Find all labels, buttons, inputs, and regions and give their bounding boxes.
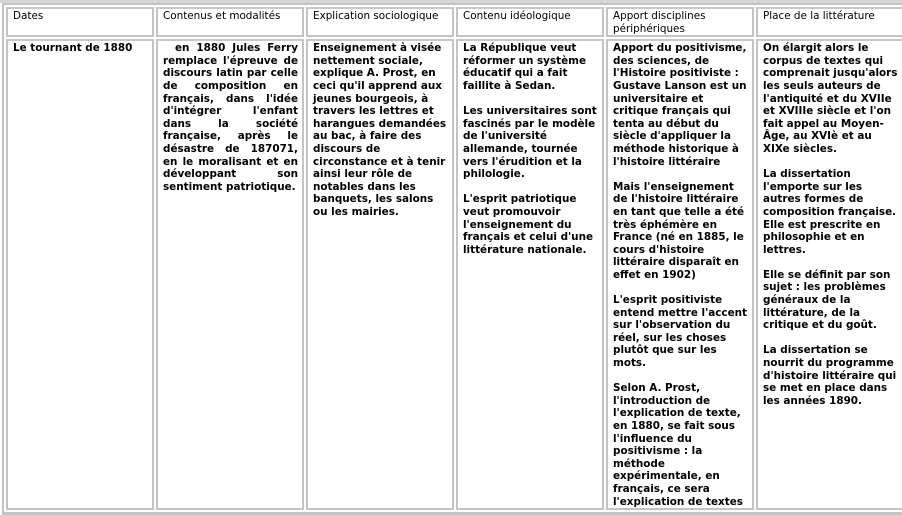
litterature-paragraph: Elle se définit par son sujet : les problèmes généraux de la littérature, de la critique et du goût. (763, 268, 891, 332)
ideologique-paragraph: La République veut réformer un système éducatif qui a fait faillite à Sedan. (463, 42, 587, 92)
cell-explication (306, 39, 454, 510)
litterature-paragraph: La dissertation se nourrit du programme d'histoire littéraire qui se met en place dans les années 1890. (763, 344, 897, 407)
apport-paragraph: L'esprit positiviste entend mettre l'accent sur l'observation du réel, sur les choses plutôt que sur les mots. (613, 294, 747, 370)
litterature-paragraph: On élargit alors le corpus de textes qui comprenait jusqu'alors les seuls auteurs de l'antiquité et du XVIIe et XVIIIe siècle et l'on fait appel au Moyen-Âge, au XVIè et au XIXe siècles. (763, 42, 898, 155)
cell-ideologique (456, 39, 604, 510)
cell-date (6, 39, 154, 510)
apport-paragraph: Selon A. Prost, l'introduction de l'explication de texte, en 1880, se fait sous l'influence du positivisme : la méthode expérimentale, en français, ce sera l'explication de textes (613, 382, 743, 508)
history-table (2, 3, 902, 515)
header-contenus: Contenus et modalités (156, 7, 304, 37)
cell-contenus (156, 39, 304, 510)
cell-apport (606, 39, 754, 510)
header-apport: Apport disciplines périphériques (606, 7, 754, 37)
cell-litterature (756, 39, 902, 510)
cell-date-text: Le tournant de 1880 (13, 42, 133, 55)
header-dates: Dates (6, 7, 154, 37)
header-explication: Explication sociologique (306, 7, 454, 37)
apport-paragraph: Mais l'enseignement de l'histoire littéraire en tant que telle a été très éphémère en France (né en 1885, le cours d'histoire littéraire disparaît en effet en 1902) (613, 180, 745, 281)
apport-paragraph: Apport du positivisme, des sciences, de l'Histoire positiviste : Gustave Lanson est un universitaire et critique français qui tenta au début du siècle d'appliquer la méthode historique à l'histoire littéraire (613, 42, 747, 168)
header-row (6, 7, 902, 37)
table-row (6, 39, 902, 510)
ideologique-paragraph: L'esprit patriotique veut promouvoir l'enseignement du français et celui d'une littérature nationale. (463, 193, 594, 256)
ideologique-paragraph: Les universitaires sont fascinés par le modèle de l'université allemande, tournée vers l'érudition et la philologie. (463, 105, 597, 181)
cell-contenus-text: en 1880 Jules Ferry remplace l'épreuve de discours latin par celle de composition en français, dans l'idée d'intégrer l'enfant dans la société française, après le désastre de 187071, en le moralisant et en développant son sentiment patriotique. (163, 42, 298, 193)
cell-explication-text: Enseignement à visée nettement sociale, explique A. Prost, en ceci qu'il apprend aux jeunes bourgeois, à travers les lettres et harangues demandées au bac, à faire des discours de circonstance et à tenir ainsi leur rôle de notables dans les banquets, les salons ou les mairies. (313, 42, 447, 218)
header-litterature: Place de la littérature (756, 7, 902, 37)
litterature-paragraph: La dissertation l'emporte sur les autres formes de composition française. Elle est prescrite en philosophie et en lettres. (763, 168, 897, 256)
header-ideologique: Contenu idéologique (456, 7, 604, 37)
